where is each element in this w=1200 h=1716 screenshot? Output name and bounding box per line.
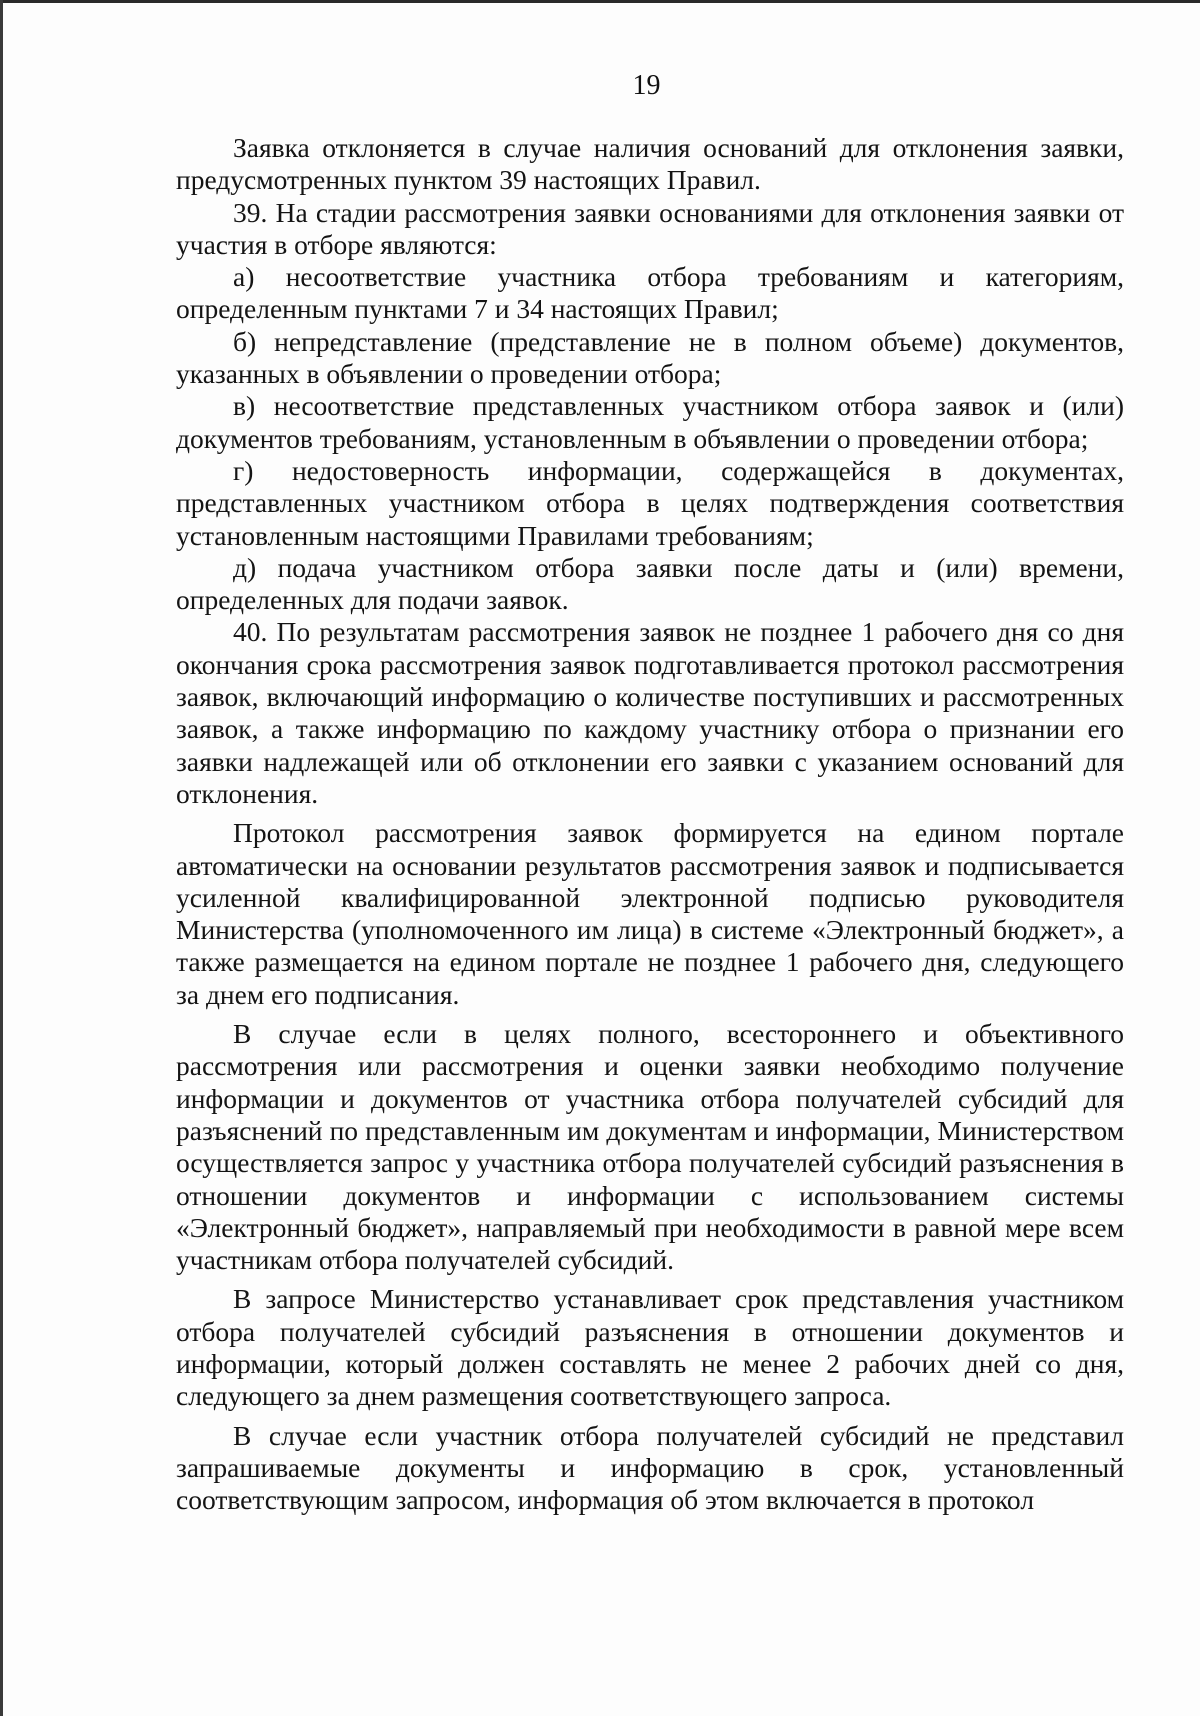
- paragraph-clarification-request: В случае если в целях полного, всестороннего и объективного рассмотрения или рассмотрения и оценки заявки необходимо получение информации и документов от участника отбора получателей субсидий для разъяснений по представленным им документам и информации, Министерством осуществляется запрос у участника отбора получателей субсидий разъяснения в отношении документов и информации с использованием системы «Электронный бюджет», направляемый при необходимости в равной мере всем участникам отбора получателей субсидий.: [176, 1018, 1124, 1276]
- paragraph-subitem-a: а) несоответствие участника отбора требованиям и категориям, определенным пунктами 7 и 34 настоящих Правил;: [176, 261, 1124, 325]
- paragraph-protocol: Протокол рассмотрения заявок формируется на едином портале автоматически на основании результатов рассмотрения заявок и подписывается усиленной квалифицированной электронной подписью руководителя Министерства (уполномоченного им лица) в системе «Электронный бюджет», а также размещается на едином портале не позднее 1 рабочего дня, следующего за днем его подписания.: [176, 817, 1124, 1010]
- paragraph-no-response: В случае если участник отбора получателей субсидий не представил запрашиваемые документы и информацию в срок, установленный соответствующим запросом, информация об этом включается в протокол: [176, 1419, 1124, 1516]
- scan-edge-left: [0, 0, 3, 1716]
- paragraph-request-deadline: В запросе Министерство устанавливает срок представления участником отбора получателей субсидий разъяснения в отношении документов и информации, который должен составлять не менее 2 рабочих дней со дня, следующего за днем размещения соответствующего запроса.: [176, 1283, 1124, 1412]
- paragraph-rejection-intro: Заявка отклоняется в случае наличия оснований для отклонения заявки, предусмотренных пунктом 39 настоящих Правил.: [176, 132, 1124, 196]
- paragraph-item-40: 40. По результатам рассмотрения заявок не позднее 1 рабочего дня со дня окончания срока рассмотрения заявок подготавливается протокол рассмотрения заявок, включающий информацию о количестве поступивших и рассмотренных заявок, а также информацию по каждому участнику отбора о признании его заявки надлежащей или об отклонении его заявки с указанием оснований для отклонения.: [176, 616, 1124, 809]
- paragraph-subitem-v: в) несоответствие представленных участником отбора заявок и (или) документов требованиям, установленным в объявлении о проведении отбора;: [176, 390, 1124, 454]
- paragraph-subitem-d: д) подача участником отбора заявки после даты и (или) времени, определенных для подачи заявок.: [176, 551, 1124, 616]
- paragraph-subitem-b: б) непредставление (представление не в полном объеме) документов, указанных в объявлении о проведении отбора;: [176, 325, 1124, 390]
- document-body: [176, 132, 1124, 1516]
- scan-edge-top: [0, 0, 1200, 3]
- paragraph-item-39: 39. На стадии рассмотрения заявки основаниями для отклонения заявки от участия в отборе являются:: [176, 196, 1124, 260]
- page-number: 19: [632, 70, 661, 101]
- paragraph-subitem-g: г) недостоверность информации, содержащейся в документах, представленных участником отбора в целях подтверждения соответствия установленным настоящими Правилами требованиям;: [176, 454, 1124, 551]
